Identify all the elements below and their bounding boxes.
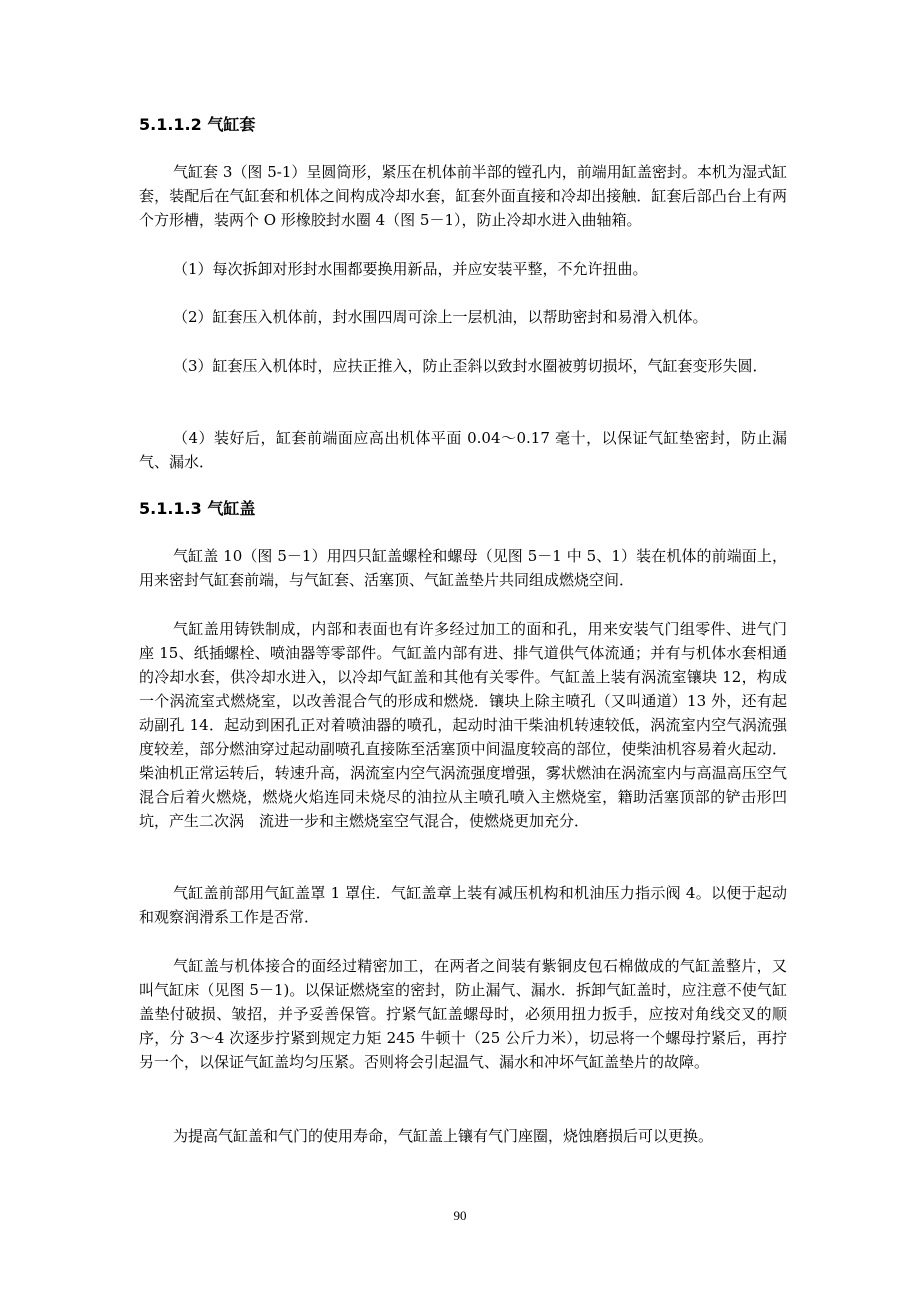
paragraph-head-cover: 气缸盖前部用气缸盖罩 1 罩住．气缸盖章上装有减压机构和机油压力指示阀 4。以便于起动和观察润滑系工作是否常． (139, 884, 787, 926)
paragraph-liner-step-2: （2）缸套压入机体前，封水围四周可涂上一层机油，以帮助密封和易滑入机体。 (173, 308, 708, 326)
paragraph-liner-step-4: （4）装好后，缸套前端面应高出机体平面 0.04～0.17 毫十，以保证气缸垫密封，防止漏气、漏水． (139, 429, 787, 471)
paragraph-liner-intro: 气缸套 3（图 5-1）呈圆筒形，紧压在机体前半部的镗孔内，前端用缸盖密封。本机为湿式缸套，装配后在气缸套和机体之间构成冷却水套，缸套外面直接和冷却出接触．缸套后部凸台上有两个方形槽，装两个 O 形橡胶封水圈 4（图 5－1），防止冷却水进入曲轴箱。 (139, 163, 787, 229)
page-number: 90 (453, 1208, 467, 1223)
paragraph-head-valve-seat: 为提高气缸盖和气门的使用寿命，气缸盖上镶有气门座圈，烧蚀磨损后可以更换。 (173, 1127, 714, 1145)
paragraph-head-intro: 气缸盖 10（图 5－1）用四只缸盖螺栓和螺母（见图 5－1 中 5、1）装在机体的前端面上，用来密封气缸套前端，与气缸套、活塞顶、气缸盖垫片共同组成燃烧空间． (139, 547, 787, 589)
paragraph-liner-step-1: （1）每次拆卸对形封水围都要换用新品，并应安装平整，不允许扭曲。 (173, 260, 648, 278)
paragraph-liner-step-3: （3）缸套压入机体时，应扶正推入，防止歪斜以致封水圈被剪切损坏，气缸套变形失圆． (173, 357, 768, 375)
section-heading-cylinder-liner: 5.1.1.2 气缸套 (139, 115, 256, 134)
section-heading-cylinder-head: 5.1.1.3 气缸盖 (139, 499, 256, 518)
paragraph-head-gasket: 气缸盖与机体接合的面经过精密加工，在两者之间装有紫铜皮包石棉做成的气缸盖整片，又叫气缸床（见图 5－1)。以保证燃烧室的密封，防止漏气、漏水．拆卸气缸盖时，应注意不使气缸盖垫付破损、皱招，并予妥善保管。拧紧气缸盖螺母时，必须用扭力扳手，应按对角线交叉的顺序，分 3～4 次逐步拧紧到规定力矩 245 牛顿十（25 公斤力米），切忌将一个螺母拧紧后，再拧另一个，以保证气缸盖均匀压紧。否则将会引起温气、漏水和冲坏气缸盖垫片的故障。 (139, 957, 787, 1071)
paragraph-head-construction: 气缸盖用铸铁制成，内部和表面也有许多经过加工的面和孔，用来安装气门组零件、进气门座 15、纸插螺栓、喷油器等零部件。气缸盖内部有进、排气道供气体流通；并有与机体水套相通的冷却水套，供冷却水进入，以冷却气缸盖和其他有关零件。气缸盖上装有涡流室镶块 12，构成一个涡流室式燃烧室，以改善混合气的形成和燃烧．镶块上除主喷孔（又叫通道）13 外，还有起动副孔 14．起动到困孔正对着喷油器的喷孔，起动时油干柴油机转速较低，涡流室内空气涡流强度较差，部分燃油穿过起动副喷孔直接陈至活塞顶中间温度较高的部位，使柴油机容易着火起动．柴油机正常运转后，转速升高，涡流室内空气涡流强度增强，雾状燃油在涡流室内与高温高压空气混合后着火燃烧，燃烧火焰连同未烧尽的油拉从主喷孔喷入主燃烧室，籍助活塞顶部的铲击形凹坑，产生二次涡 流进一步和主燃烧室空气混合，使燃烧更加充分． (139, 620, 788, 830)
